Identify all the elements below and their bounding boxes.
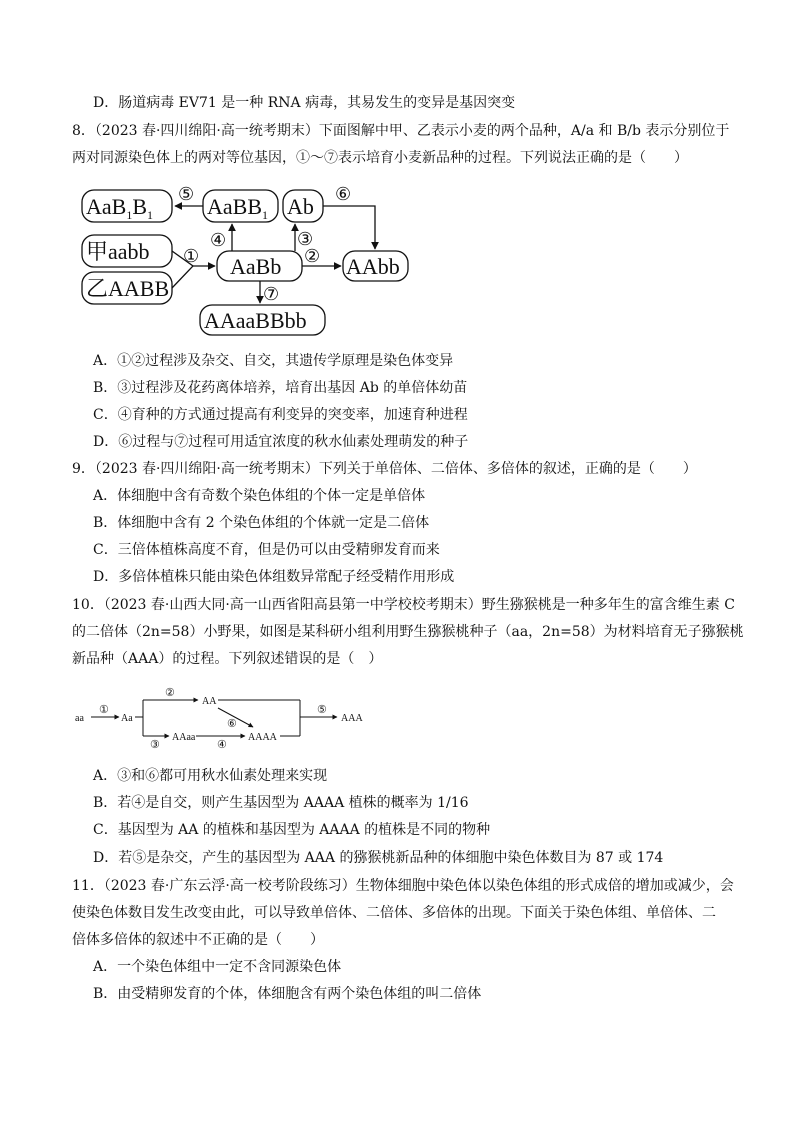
node-aabb1-text: AaBB$_1$: [207, 194, 268, 222]
step7-label: ⑦: [263, 284, 280, 304]
node-aabb-out-text: AAbb: [346, 254, 400, 279]
q10-stem-line2: 的二倍体（2n=58）小野果，如图是某科研小组利用野生猕猴桃种子（aa，2n=58）为材料培育无子猕猴桃: [72, 624, 744, 640]
step6-label: ⑥: [335, 184, 352, 204]
q8-option-b: B．③过程涉及花药离体培养，培育出基因 Ab 的单倍体幼苗: [93, 380, 468, 396]
q10-AAaa: AAaa: [172, 732, 196, 743]
q10-step3: ③: [150, 739, 160, 751]
node-tetra-text: AAaaBBbb: [204, 308, 307, 333]
q9-stem: 9．（2023 春·四川绵阳·高一统考期末）下列关于单倍体、二倍体、多倍体的叙述，正确的是（ ）: [72, 461, 697, 477]
q10-option-a: A．③和⑥都可用秋水仙素处理来实现: [93, 768, 328, 784]
q9-option-d: D．多倍体植株只能由染色体组数异常配子经受精作用形成: [93, 569, 455, 585]
step1-label: ①: [183, 246, 200, 266]
node-center-text: AaBb: [230, 254, 282, 279]
q10-breeding-diagram: [75, 686, 375, 751]
q8-stem-line2: 两对同源染色体上的两对等位基因，①～⑦表示培育小麦新品种的过程。下列说法正确的是（ ）: [72, 150, 688, 166]
node-ab-text: Ab: [287, 194, 314, 219]
step5-label: ⑤: [178, 184, 195, 204]
step2-label: ②: [304, 246, 321, 266]
q7-option-d: D．肠道病毒 EV71 是一种 RNA 病毒，其易发生的变异是基因突变: [93, 95, 516, 111]
q8-option-d: D．⑥过程与⑦过程可用适宜浓度的秋水仙素处理萌发的种子: [93, 434, 469, 450]
q10-option-d: D．若⑤是杂交，产生的基因型为 AAA 的猕猴桃新品种的体细胞中染色体数目为 87 或 174: [93, 850, 664, 866]
q11-stem-line3: 倍体多倍体的叙述中不正确的是（ ）: [72, 932, 324, 948]
step4-label: ④: [210, 230, 227, 250]
q10-step5: ⑤: [317, 704, 327, 716]
q10-AAA: AAA: [341, 713, 363, 724]
node-aabbb1b1-text: $AaB_1B_1$: [86, 194, 154, 222]
q11-stem-line1: 11．（2023 春·广东云浮·高一校考阶段练习）生物体细胞中染色体以染色体组的形式成倍的增加或减少，会: [72, 878, 734, 894]
q9-option-c: C．三倍体植株高度不育，但是仍可以由受精卵发育而来: [93, 542, 440, 558]
q10-stem-line3: 新品种（AAA）的过程。下列叙述错误的是（ ）: [72, 651, 383, 667]
q10-step4: ④: [217, 739, 227, 751]
q10-Aa: Aa: [121, 713, 133, 724]
q8-stem-line1: 8．（2023 春·四川绵阳·高一统考期末）下面图解中甲、乙表示小麦的两个品种，A/a 和 B/b 表示分别位于: [72, 123, 730, 139]
q8-option-a: A．①②过程涉及杂交、自交，其遗传学原理是染色体变异: [93, 353, 454, 369]
node-jia-text: 甲aabb: [86, 239, 150, 264]
q10-step6: ⑥: [227, 718, 237, 730]
q10-AA: AA: [202, 696, 217, 707]
q10-AAAA: AAAA: [248, 732, 277, 743]
q11-option-b: B．由受精卵发育的个体，体细胞含有两个染色体组的叫二倍体: [93, 986, 482, 1002]
node-yi-text: 乙AABB: [86, 276, 170, 301]
q8-breeding-diagram: [75, 180, 420, 340]
q10-aa: aa: [75, 713, 84, 724]
q10-option-c: C．基因型为 AA 的植株和基因型为 AAAA 的植株是不同的物种: [93, 822, 491, 838]
q9-option-a: A．体细胞中含有奇数个染色体组的个体一定是单倍体: [93, 488, 426, 504]
q10-step2: ②: [165, 687, 175, 699]
q9-option-b: B．体细胞中含有 2 个染色体组的个体就一定是二倍体: [93, 515, 430, 531]
q10-stem-line1: 10．（2023 春·山西大同·高一山西省阳高县第一中学校校考期末）野生猕猴桃是一种多年生的富含维生素 C: [72, 597, 735, 613]
q10-option-b: B．若④是自交，则产生基因型为 AAAA 植株的概率为 1/16: [93, 795, 469, 811]
q11-stem-line2: 使染色体数目发生改变由此，可以导致单倍体、二倍体、多倍体的出现。下面关于染色体组、单倍体、二: [72, 905, 716, 921]
q10-step1: ①: [99, 704, 109, 716]
q8-option-c: C．④育种的方式通过提高有利变异的突变率，加速育种进程: [93, 407, 468, 423]
step3-label: ③: [297, 229, 314, 249]
q11-option-a: A．一个染色体组中一定不含同源染色体: [93, 959, 342, 975]
